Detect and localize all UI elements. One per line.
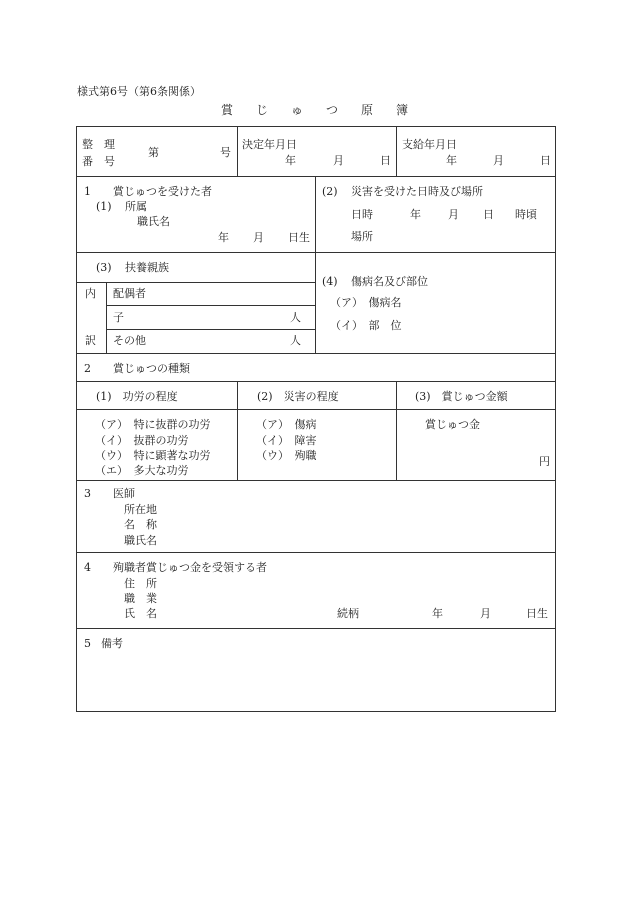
decision-day: 日 <box>380 154 391 167</box>
divider <box>106 329 315 330</box>
incident-year: 年 <box>410 208 421 221</box>
disaster-item: （ア） 傷病 <box>256 418 317 431</box>
beneficiary-birth-day: 日生 <box>526 607 548 620</box>
doctor-location-label: 所在地 <box>124 503 157 516</box>
relation-label: 続柄 <box>337 607 359 620</box>
doctor-title-label: 職氏名 <box>124 534 157 547</box>
yen-unit: 円 <box>539 455 550 468</box>
divider <box>76 353 556 354</box>
subsection-heading: 災害を受けた日時及び場所 <box>351 185 483 198</box>
merit-column-heading: (1) 功労の程度 <box>96 390 178 403</box>
birth-day: 日生 <box>288 231 310 244</box>
place-label: 場所 <box>351 230 373 243</box>
child-count-unit: 人 <box>290 311 301 324</box>
subsection-number: (1) <box>96 200 112 213</box>
divider <box>237 381 238 480</box>
section-heading: 賞じゅつを受けた者 <box>113 185 212 198</box>
decision-date-label: 決定年月日 <box>242 138 297 151</box>
divider <box>315 176 316 353</box>
divider <box>76 282 315 283</box>
section-number: 1 <box>84 185 91 198</box>
subsection-heading: 傷病名及び部位 <box>351 275 428 288</box>
section-number: 5 <box>84 637 91 650</box>
section-number: 3 <box>84 487 91 500</box>
serial-go: 号 <box>220 146 231 159</box>
form-title-char: つ <box>326 103 339 117</box>
injury-name-label: （ア） 傷病名 <box>330 296 402 309</box>
table-border-bottom <box>76 711 556 712</box>
section-heading: 備考 <box>101 637 123 650</box>
injury-part-label: （イ） 部 位 <box>330 319 402 332</box>
beneficiary-occupation-label: 職 業 <box>124 592 157 605</box>
table-border-left <box>76 126 77 711</box>
datetime-label: 日時 <box>351 208 373 221</box>
name-title-label: 職氏名 <box>137 215 170 228</box>
table-border-right <box>555 126 556 711</box>
merit-item: （イ） 抜群の功労 <box>95 434 189 447</box>
amount-column-heading: (3) 賞じゅつ金額 <box>415 390 508 403</box>
section-number: 4 <box>84 561 91 574</box>
beneficiary-birth-year: 年 <box>432 607 443 620</box>
divider <box>76 176 556 177</box>
breakdown-label-bottom: 訳 <box>85 334 96 347</box>
merit-item: （ア） 特に抜群の功労 <box>95 418 211 431</box>
divider <box>76 552 556 553</box>
form-title-char: じ <box>256 103 269 117</box>
disaster-column-heading: (2) 災害の程度 <box>257 390 339 403</box>
form-title-char: 賞 <box>221 103 234 117</box>
award-amount-label: 賞じゅつ金 <box>425 418 480 431</box>
divider <box>76 628 556 629</box>
divider <box>237 126 238 176</box>
section-heading: 医師 <box>113 487 135 500</box>
serial-label-top: 整 理 <box>82 138 115 151</box>
subsection-heading: 扶養親族 <box>125 261 169 274</box>
section-heading: 殉職者賞じゅつ金を受領する者 <box>113 561 267 574</box>
divider <box>106 282 107 353</box>
merit-item: （エ） 多大な功労 <box>95 464 189 477</box>
divider <box>76 409 556 410</box>
section-heading: 賞じゅつの種類 <box>113 362 190 375</box>
spouse-label: 配偶者 <box>113 287 146 300</box>
subsection-number: (2) <box>322 185 338 198</box>
divider <box>76 480 556 481</box>
other-label: その他 <box>113 334 146 347</box>
birth-month: 月 <box>253 231 264 244</box>
subsection-number: (3) <box>96 261 112 274</box>
birth-year: 年 <box>218 231 229 244</box>
disaster-item: （ウ） 殉職 <box>256 449 317 462</box>
serial-label-bottom: 番 号 <box>82 155 115 168</box>
form-title-char: 原 <box>361 103 374 117</box>
serial-dai: 第 <box>148 146 159 159</box>
form-title-char: 簿 <box>396 103 409 117</box>
divider <box>76 381 556 382</box>
payment-day: 日 <box>540 154 551 167</box>
form-title-char: ゅ <box>291 103 304 117</box>
beneficiary-name-label: 氏 名 <box>124 607 157 620</box>
payment-year: 年 <box>446 154 457 167</box>
subsection-number: (4) <box>322 275 338 288</box>
beneficiary-birth-month: 月 <box>480 607 491 620</box>
divider <box>76 252 556 253</box>
incident-day: 日 <box>483 208 494 221</box>
incident-time: 時頃 <box>515 208 537 221</box>
table-border-top <box>76 126 556 127</box>
payment-date-label: 支給年月日 <box>402 138 457 151</box>
child-label: 子 <box>113 311 124 324</box>
divider <box>396 126 397 176</box>
disaster-item: （イ） 障害 <box>256 434 317 447</box>
decision-month: 月 <box>333 154 344 167</box>
section-number: 2 <box>84 362 91 375</box>
merit-item: （ウ） 特に顕著な功労 <box>95 449 211 462</box>
decision-year: 年 <box>285 154 296 167</box>
payment-month: 月 <box>493 154 504 167</box>
other-count-unit: 人 <box>290 334 301 347</box>
affiliation-label: 所属 <box>125 200 147 213</box>
divider <box>396 381 397 480</box>
divider <box>106 305 315 306</box>
form-number: 様式第6号（第6条関係） <box>77 85 201 98</box>
breakdown-label-top: 内 <box>85 287 96 300</box>
doctor-name-label: 名 称 <box>124 518 157 531</box>
beneficiary-address-label: 住 所 <box>124 577 157 590</box>
incident-month: 月 <box>448 208 459 221</box>
